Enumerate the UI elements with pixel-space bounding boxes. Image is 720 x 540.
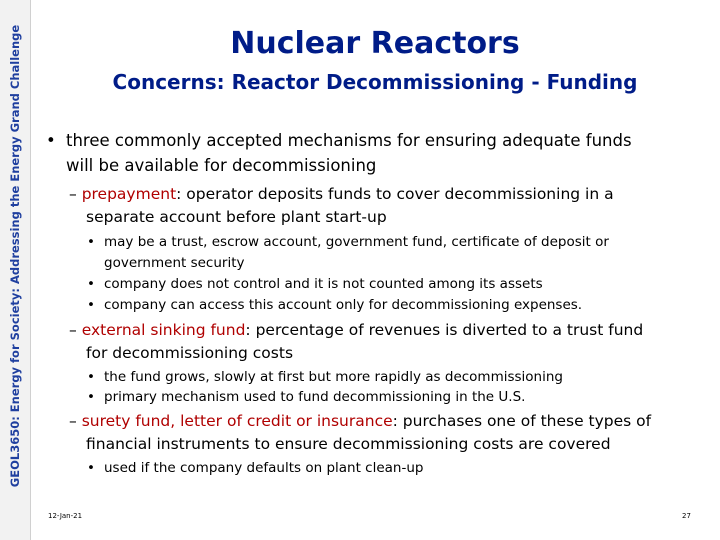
term-external-sinking-fund: external sinking fund	[81, 321, 246, 339]
mechanism-surety-fund-line1	[69, 412, 651, 430]
sub-bullet-marker: •	[87, 389, 95, 405]
mechanism-prepayment-line2: separate account before plant start-up	[86, 208, 387, 226]
sub-bullet-marker: •	[87, 234, 95, 250]
dash-marker: –	[69, 412, 77, 430]
footer-page-number: 27	[682, 512, 691, 520]
mechanism-sinking-fund-line2: for decommissioning costs	[86, 344, 294, 362]
term-surety-fund: surety fund, letter of credit or insurance	[81, 412, 393, 430]
sub-bullet-defaults: used if the company defaults on plant clean-up	[104, 460, 424, 476]
main-bullet-line2: will be available for decommissioning	[66, 156, 377, 175]
mechanism-text: : operator deposits funds to cover decommissioning in a	[176, 185, 614, 203]
footer-date: 12-Jan-21	[48, 512, 83, 520]
sub-bullet-trust-line2: government security	[104, 255, 245, 271]
mechanism-text: : purchases one of these types of	[392, 412, 652, 430]
sub-bullet-marker: •	[87, 297, 95, 313]
dash-marker: –	[69, 321, 77, 339]
sub-bullet-primary-mechanism: primary mechanism used to fund decommissioning in the U.S.	[104, 389, 526, 405]
term-prepayment: prepayment	[81, 185, 177, 203]
main-bullet-marker: •	[46, 131, 56, 150]
main-bullet-line1: three commonly accepted mechanisms for ensuring adequate funds	[66, 131, 632, 150]
mechanism-prepayment-line1	[69, 185, 614, 203]
sidebar	[0, 0, 31, 540]
slide-title: Nuclear Reactors	[230, 26, 520, 61]
sidebar-course-title: GEOL3650: Energy for Society: Addressing the Energy Grand Challenge	[8, 24, 22, 488]
sub-bullet-marker: •	[87, 276, 95, 292]
sub-bullet-fund-grows: the fund grows, slowly at first but more rapidly as decommissioning	[104, 369, 563, 385]
dash-marker: –	[69, 185, 77, 203]
sub-bullet-trust-line1: may be a trust, escrow account, government fund, certificate of deposit or	[104, 234, 609, 250]
sub-bullet-marker: •	[87, 460, 95, 476]
mechanism-sinking-fund-line1	[69, 321, 643, 339]
sub-bullet-control: company does not control and it is not counted among its assets	[104, 276, 543, 292]
mechanism-text: : percentage of revenues is diverted to a trust fund	[245, 321, 644, 339]
slide-subtitle: Concerns: Reactor Decommissioning - Funding	[112, 70, 638, 94]
mechanism-surety-fund-line2: financial instruments to ensure decommissioning costs are covered	[86, 435, 611, 453]
sub-bullet-access: company can access this account only for decommissioning expenses.	[104, 297, 583, 313]
sub-bullet-marker: •	[87, 369, 95, 385]
